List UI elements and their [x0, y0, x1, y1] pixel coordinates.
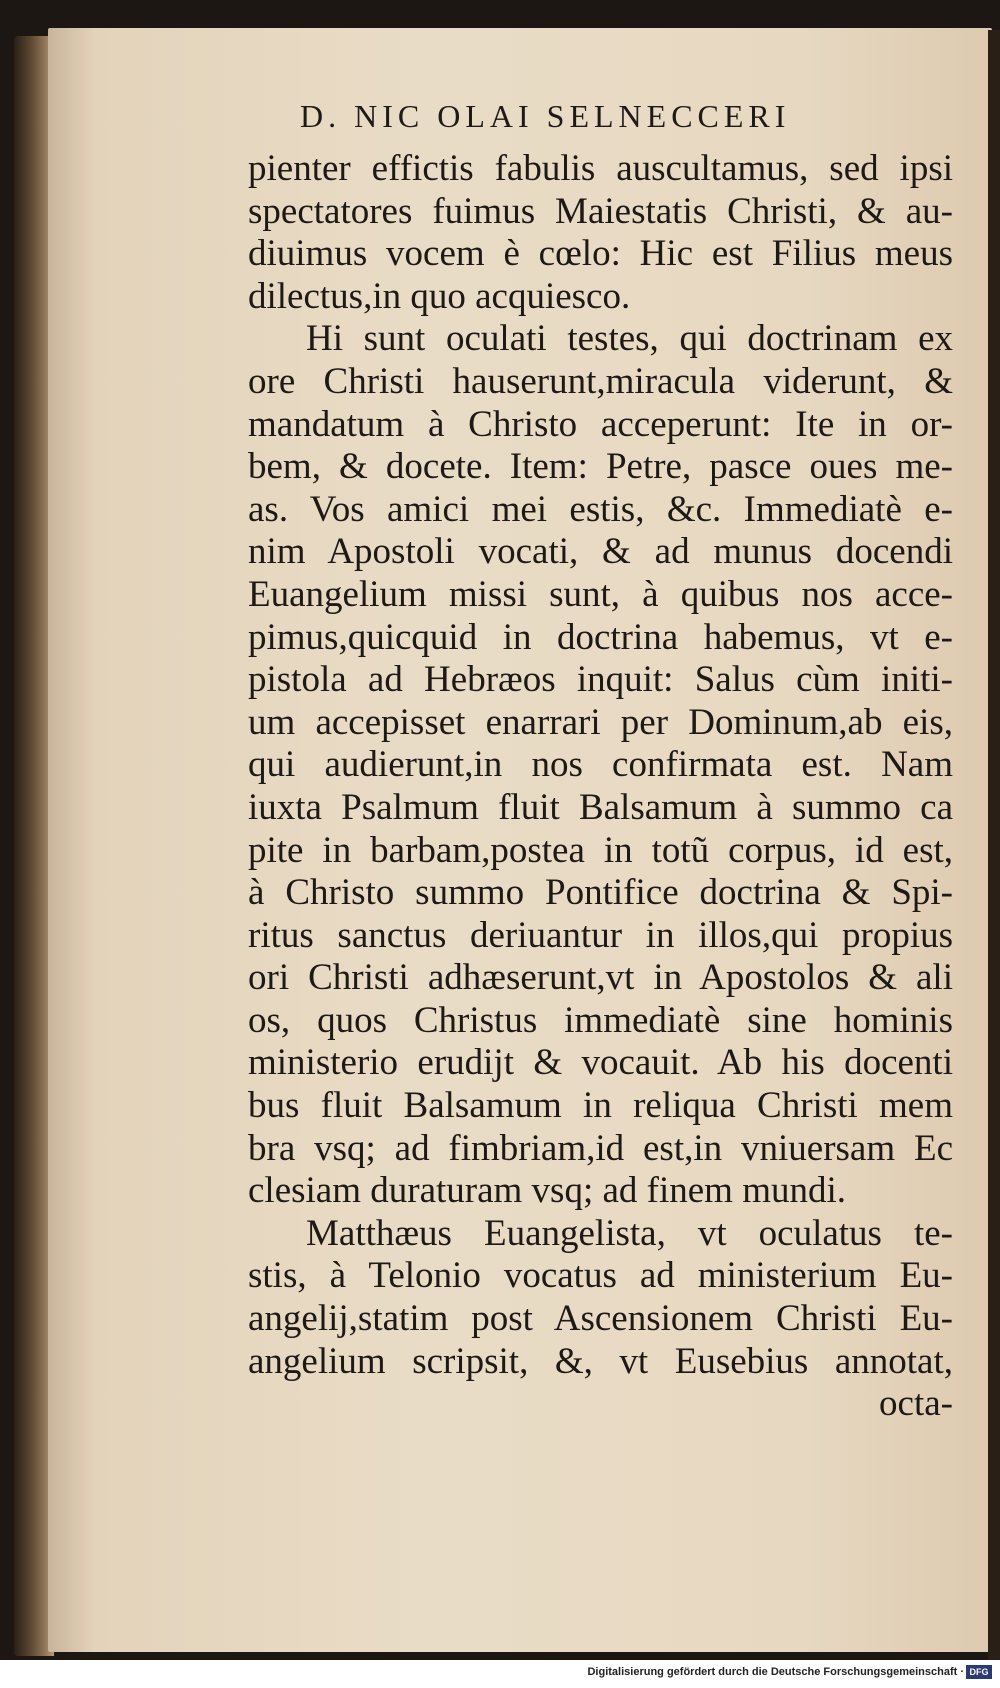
text-line: ritus sanctus deriuantur in illos,qui propius: [248, 914, 953, 956]
text-line: bra vsq; ad fimbriam,id est,in vniuersam Ec: [248, 1127, 953, 1169]
text-line: Euangelium missi sunt, à quibus nos acce-: [248, 573, 953, 615]
funding-credit: Digitalisierung gefördert durch die Deutsche Forschungsgemeinschaft ·: [587, 1666, 964, 1678]
catchword: octa-: [879, 1383, 953, 1425]
text-line: ministerio erudijt & vocauit. Ab his docenti: [248, 1042, 953, 1084]
text-line: as. Vos amici mei estis, &c. Immediatè e-: [248, 488, 953, 530]
text-line: angelium scripsit, &, vt Eusebius annotat,: [248, 1340, 953, 1382]
text-line: pienter effictis fabulis auscultamus, sed ipsi: [248, 148, 953, 189]
text-line: diuimus vocem è cœlo: Hic est Filius meus: [248, 233, 953, 275]
text-line: dilectus,in quo acquiesco.: [248, 275, 631, 317]
text-line: bem, & docete. Item: Petre, pasce oues me-: [248, 446, 953, 488]
text-line: um accepisset enarrari per Dominum,ab eis,: [248, 701, 953, 743]
text-line: stis, à Telonio vocatus ad ministerium Eu-: [248, 1255, 953, 1297]
text-line: os, quos Christus immediatè sine hominis: [248, 999, 953, 1041]
dfg-logo-icon: DFG: [966, 1665, 992, 1679]
page-body: [248, 148, 953, 1426]
text-line: nim Apostoli vocati, & ad munus docendi: [248, 531, 953, 573]
text-line: pistola ad Hebræos inquit: Salus cùm initi-: [248, 659, 953, 701]
text-line: Matthæus Euangelista, vt oculatus te-: [306, 1212, 953, 1254]
text-line: mandatum à Christo acceperunt: Ite in or-: [248, 403, 953, 445]
text-line: clesiam duraturam vsq; ad finem mundi.: [248, 1170, 847, 1212]
footer-bar: [0, 1660, 1000, 1688]
text-line: iuxta Psalmum fluit Balsamum à summo ca: [248, 786, 953, 828]
text-line: pimus,quicquid in doctrina habemus, vt e-: [248, 616, 953, 658]
text-line: à Christo summo Pontifice doctrina & Spi-: [248, 872, 953, 914]
text-line: pite in barbam,postea in totũ corpus, id est,: [248, 829, 953, 871]
text-line: qui audierunt,in nos confirmata est. Nam: [248, 744, 953, 786]
text-line: ore Christi hauserunt,miracula viderunt, &: [248, 360, 953, 402]
text-line: Hi sunt oculati testes, qui doctrinam ex: [306, 318, 953, 360]
text-line: spectatores fuimus Maiestatis Christi, & au-: [248, 190, 953, 232]
text-line: angelij,statim post Ascensionem Christi Eu-: [248, 1298, 953, 1340]
running-title: D. NIC OLAI SELNECCERI: [300, 98, 791, 134]
text-line: ori Christi adhæserunt,vt in Apostolos & ali: [248, 957, 953, 999]
page-edge-right: [988, 30, 1000, 1660]
text-line: bus fluit Balsamum in reliqua Christi mem: [248, 1085, 953, 1127]
